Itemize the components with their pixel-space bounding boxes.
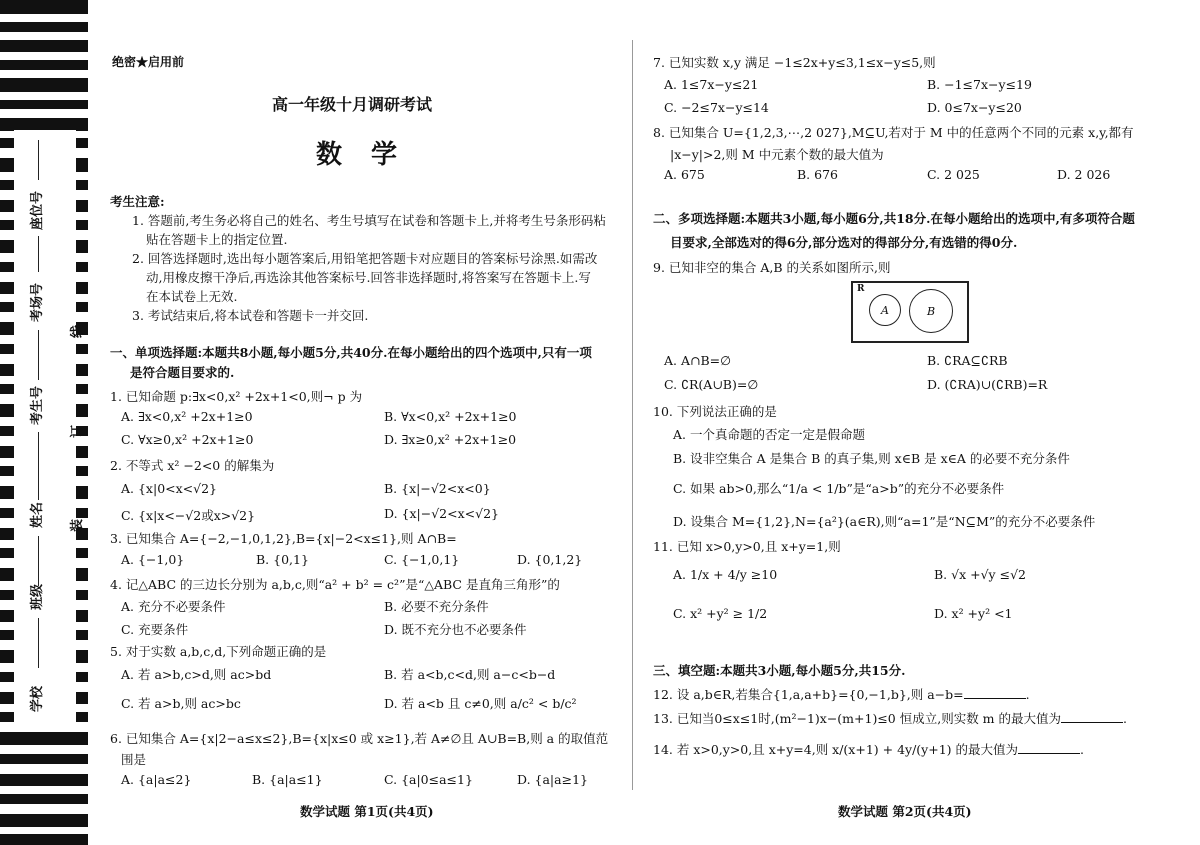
section3-title: 三、填空题:本题共3小题,每小题5分,共15分. [653,663,906,678]
fill-question-text: 14. 若 x>0,y>0,且 x+y=4,则 x/(x+1) + 4y/(y+1) 的最大值为 [653,742,1019,757]
field-line [38,536,39,586]
secret-mark: 绝密★启用前 [112,55,185,69]
option: B. −1≤7x−y≤19 [927,77,1032,92]
set-a-label: A [881,303,889,317]
option: A. 充分不必要条件 [121,599,226,614]
answer-blank[interactable] [1061,710,1123,723]
option: D. 既不充分也不必要条件 [384,622,527,637]
section1-title: 一、单项选择题:本题共8小题,每小题5分,共40分.在每小题给出的四个选项中,只有一项 [110,345,592,360]
stripe [0,60,88,70]
seat-number-label: 座位号 [30,190,45,230]
stripe [0,100,88,109]
question-stem: 围是 [121,752,147,767]
field-line [38,618,39,668]
stripe [0,22,88,32]
set-a-circle [869,294,901,326]
answer-blank[interactable] [964,686,1026,699]
question-stem: 11. 已知 x>0,y>0,且 x+y=1,则 [653,539,841,554]
option: C. {x|x<−√2或x>√2} [121,508,256,523]
question-stem: 8. 已知集合 U={1,2,3,⋯,2 027},M⊆U,若对于 M 中的任意两个不同的元素 x,y,都有 [653,125,1134,140]
option: D. x² +y² <1 [934,606,1013,621]
notice-line: 在本试卷上无效. [146,289,238,304]
option: D. 设集合 M={1,2},N={a²}(a∈R),则“a=1”是“N⊆M”的充分不必要条件 [673,514,1096,529]
option: D. {x|−√2<x<√2} [384,506,499,521]
option: B. {x|−√2<x<0} [384,481,491,496]
option: A. 675 [664,167,705,182]
option: D. {0,1,2} [517,552,583,567]
column-divider [632,40,633,790]
fill-question: 13. 已知当0≤x≤1时,(m²−1)x−(m+1)≤0 恒成立,则实数 m 的最大值为 . [653,711,1127,726]
venn-diagram [851,281,969,343]
option: A. A∩B=∅ [664,353,732,368]
page-footer: 数学试题 第2页(共4页) [838,804,972,819]
question-stem: 4. 记△ABC 的三边长分别为 a,b,c,则“a² + b² = c²”是“△ABC 是直角三角形”的 [110,577,560,592]
option: B. {0,1} [256,552,309,567]
question-stem: 9. 已知非空的集合 A,B 的关系如图所示,则 [653,260,891,275]
stripe [0,0,88,14]
question-stem: 2. 不等式 x² −2<0 的解集为 [110,458,275,473]
stripe [0,732,88,745]
option: C. ∀x≥0,x² +2x+1≥0 [121,432,254,447]
question-stem: 7. 已知实数 x,y 满足 −1≤2x+y≤3,1≤x−y≤5,则 [653,55,936,70]
cut-line-label: 订 [70,424,85,438]
stripe [0,774,88,786]
stripe [0,794,88,804]
stripe [0,40,88,52]
option: C. {a|0≤a≤1} [384,772,473,787]
fill-question-text: 13. 已知当0≤x≤1时,(m²−1)x−(m+1)≤0 恒成立,则实数 m 的最大值为 [653,711,1062,726]
subject-title: 数 学 [316,140,408,170]
section1-title: 是符合题目要求的. [130,365,235,380]
notice-line: 动,用橡皮擦干净后,再选涂其他答案标号.回答非选择题时,将答案写在答题卡上.写 [146,270,591,285]
option: C. 如果 ab>0,那么“1/a < 1/b”是“a>b”的充分不必要条件 [673,481,1005,496]
section2-title: 二、多项选择题:本题共3小题,每小题6分,共18分.在每小题给出的选项中,有多项符合题 [653,211,1135,226]
notice-line: 贴在答题卡上的指定位置. [146,232,288,247]
option: C. −2≤7x−y≤14 [664,100,769,115]
cut-line-label: 线 [70,324,85,338]
notice-line: 2. 回答选择题时,选出每小题答案后,用铅笔把答题卡对应题目的答案标号涂黑.如需改 [132,251,598,266]
question-stem: 3. 已知集合 A={−2,−1,0,1,2},B={x|−2<x≤1},则 A∩B= [110,531,457,546]
question-stem: |x−y|>2,则 M 中元素个数的最大值为 [670,147,884,162]
set-b-circle [909,289,953,333]
class-label: 班级 [30,583,45,610]
notice-title: 考生注意: [110,194,165,209]
student-number-label: 考生号 [30,385,45,425]
stripe [0,814,88,827]
option: C. 2 025 [927,167,980,182]
fill-question-text: 12. 设 a,b∈R,若集合{1,a,a+b}={0,−1,b},则 a−b= [653,687,964,702]
field-line [38,140,39,180]
binding-strip [0,0,92,845]
notice-line: 1. 答题前,考生务必将自己的姓名、考生号填写在试卷和答题卡上,并将考生号条形码粘 [132,213,606,228]
question-stem: 1. 已知命题 p:∃x<0,x² +2x+1<0,则¬ p 为 [110,389,363,404]
option: D. 0≤7x−y≤20 [927,100,1022,115]
set-b-label: B [926,304,936,318]
option: C. {−1,0,1} [384,552,460,567]
question-stem: 10. 下列说法正确的是 [653,404,777,419]
question-stem: 5. 对于实数 a,b,c,d,下列命题正确的是 [110,644,327,659]
option: B. 设非空集合 A 是集合 B 的真子集,则 x∈B 是 x∈A 的必要不充分条件 [673,451,1070,466]
option: A. {x|0<x<√2} [121,481,218,496]
option: B. 必要不充分条件 [384,599,489,614]
school-label: 学校 [30,685,45,712]
answer-blank[interactable] [1018,741,1080,754]
option: A. 一个真命题的否定一定是假命题 [673,427,865,442]
field-line [38,432,39,500]
option: A. 若 a>b,c>d,则 ac>bd [121,667,272,682]
option: A. ∃x<0,x² +2x+1≥0 [121,409,253,424]
option: D. (∁RA)∪(∁RB)=R [927,377,1048,392]
fill-question: 12. 设 a,b∈R,若集合{1,a,a+b}={0,−1,b},则 a−b= . [653,687,1030,702]
option: C. 充要条件 [121,622,189,637]
name-label: 姓名 [30,501,45,528]
option: B. ∁RA⊆∁RB [927,353,1008,368]
field-line [38,330,39,380]
option: A. 1/x + 4/y ≥10 [673,567,778,582]
stripe [0,834,88,845]
option: A. {a|a≤2} [121,772,192,787]
notice-line: 3. 考试结束后,将本试卷和答题卡一并交回. [132,308,369,323]
option: B. √x +√y ≤√2 [934,567,1026,582]
option: A. {−1,0} [121,552,185,567]
option: D. ∃x≥0,x² +2x+1≥0 [384,432,517,447]
page-footer: 数学试题 第1页(共4页) [300,804,434,819]
option: B. {a|a≤1} [252,772,323,787]
fill-question: 14. 若 x>0,y>0,且 x+y=4,则 x/(x+1) + 4y/(y+1) 的最大值为 . [653,742,1085,757]
option: C. x² +y² ≥ 1/2 [673,606,768,621]
stripe [0,78,88,92]
option: D. 若 a<b 且 c≠0,则 a/c² < b/c² [384,696,577,711]
option: A. 1≤7x−y≤21 [664,77,759,92]
option: B. 若 a<b,c<d,则 a−c<b−d [384,667,556,682]
option: D. 2 026 [1057,167,1111,182]
section2-title: 目要求,全部选对的得6分,部分选对的得部分分,有选错的得0分. [670,235,1018,250]
stripe [0,754,88,764]
option: D. {a|a≥1} [517,772,588,787]
question-stem: 6. 已知集合 A={x|2−a≤x≤2},B={x|x≤0 或 x≥1},若 A≠∅且 A∪B=B,则 a 的取值范 [110,731,609,746]
option: C. 若 a>b,则 ac>bc [121,696,241,711]
universe-label: R [857,284,865,294]
option: C. ∁R(A∪B)=∅ [664,377,759,392]
exam-title: 高一年级十月调研考试 [272,95,433,114]
field-line [38,236,39,272]
cut-line-label: 装 [70,518,85,532]
exam-room-label: 考场号 [30,282,45,322]
option: B. 676 [797,167,838,182]
option: B. ∀x<0,x² +2x+1≥0 [384,409,517,424]
